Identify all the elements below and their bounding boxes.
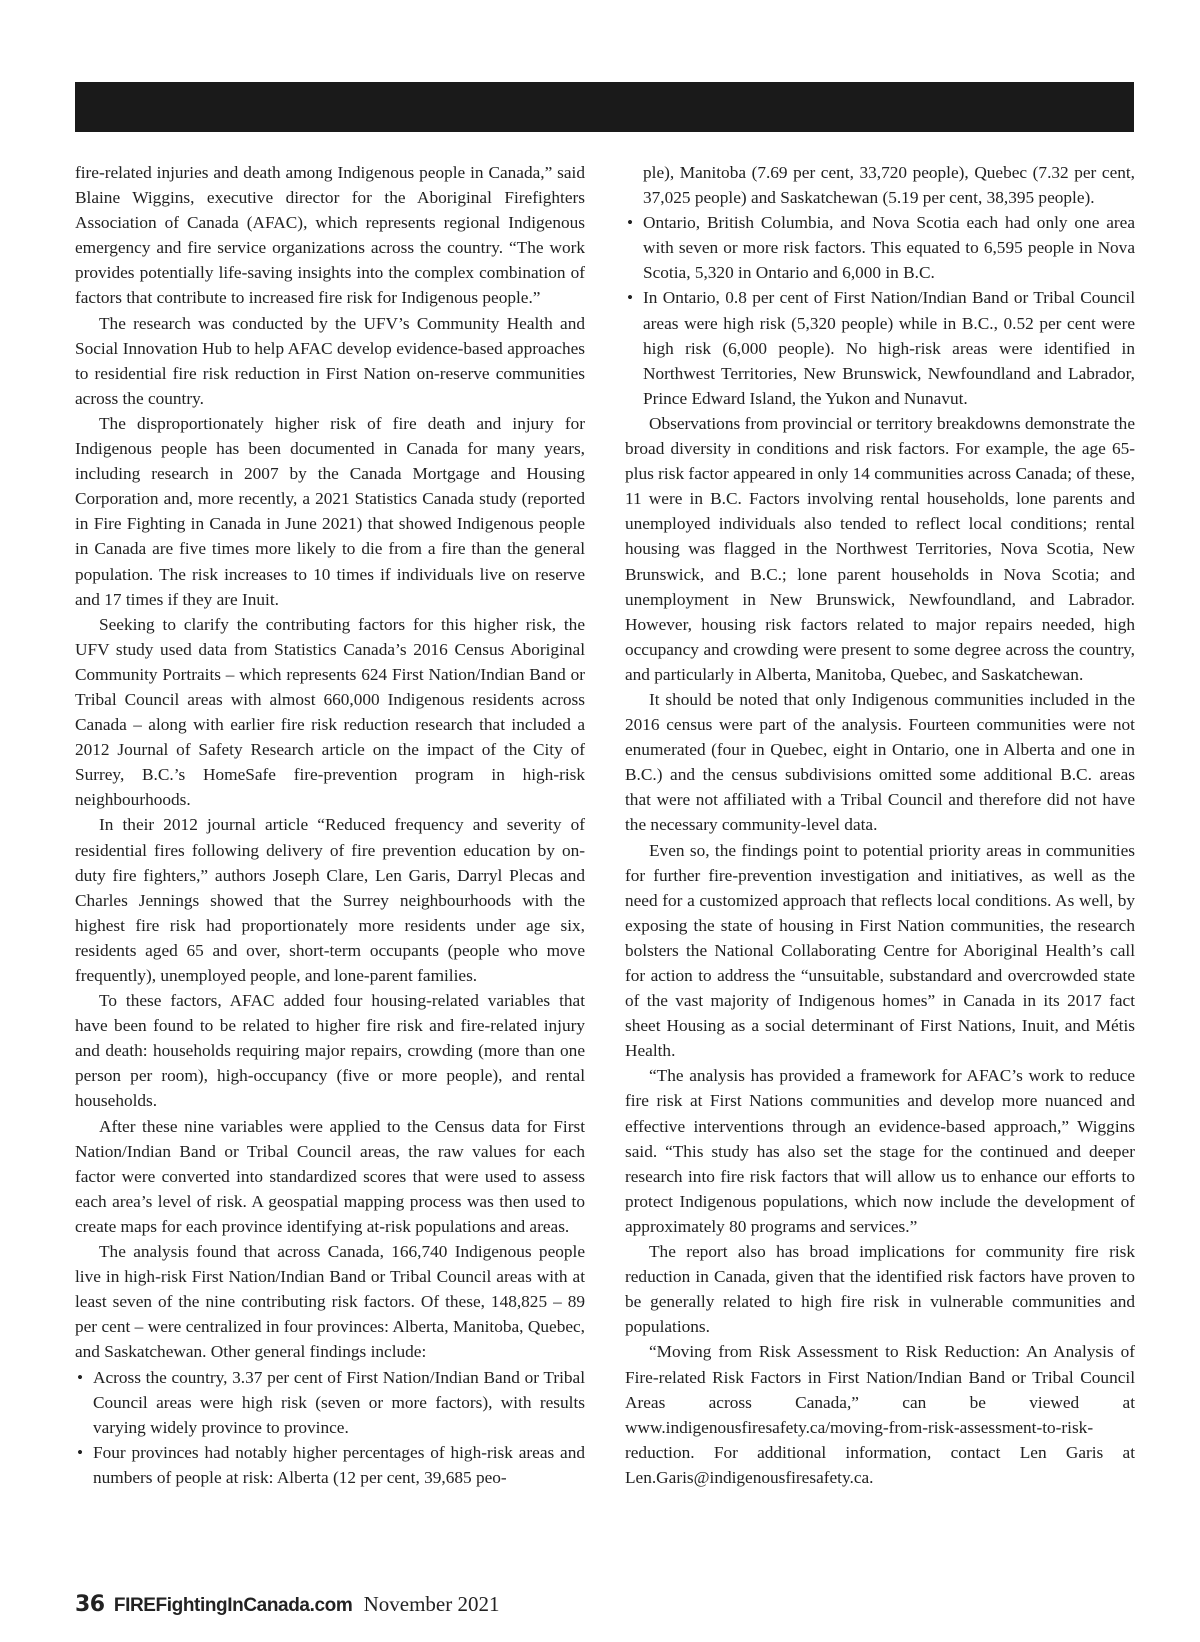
paragraph: The disproportionately higher risk of fire death and injury for Indigenous people has been documented in Canada for many years, including research in 2007 by the Canada Mortgage and Housing Corporation and, more recently, a 2021 Statistics Canada study (reported in Fire Fighting in Canada in June 2021) that showed Indigenous people in Canada are five times more likely to die from a fire than the general population. The risk increases to 10 times if individuals live on reserve and 17 times if they are Inuit.	[75, 413, 585, 609]
paragraph: fire-related injuries and death among Indigenous people in Canada,” said Blaine Wiggins, executive director for the Aboriginal Firefighters Association of Canada (AFAC), which represents regional Indigenous emergency and fire service organizations across the country. “The work provides potentially life-saving insights into the complex combination of factors that contribute to increased fire risk for Indigenous people.”	[75, 163, 585, 308]
findings-list	[75, 1365, 585, 1490]
paragraph: “Moving from Risk Assessment to Risk Reduction: An Analysis of Fire-related Risk Factors in First Nation/Indian Band or Tribal Council Areas across Canada,” can be viewed at www.indigenousfiresafety.ca/moving-from-risk-assessment-to-risk-reduction. For additional information, contact Len Garis at Len.Garis@indigenousfiresafety.ca.	[625, 1342, 1135, 1487]
list-item: • Across the country, 3.37 per cent of First Nation/Indian Band or Tribal Council areas were high risk (seven or more factors), with results varying widely province to province.	[75, 1365, 585, 1440]
paragraph: Observations from provincial or territory breakdowns demonstrate the broad diversity in conditions and risk factors. For example, the age 65-plus risk factor appeared in only 14 communities across Canada; of these, 11 were in B.C. Factors involving rental households, lone parents and unemployed individuals also tended to reflect local conditions; rental housing was flagged in the Northwest Territories, Nova Scotia, New Brunswick, and B.C.; lone parent households in Nova Scotia; and unemployment in New Brunswick, Newfoundland, and Labrador. However, housing risk factors related to major repairs needed, high occupancy and crowding were present to some degree across the country, and particularly in Alberta, Manitoba, Quebec, and Saskatchewan.	[625, 413, 1135, 684]
list-item: • Ontario, British Columbia, and Nova Scotia each had only one area with seven or more risk factors. This equated to 6,595 people in Nova Scotia, 5,320 in Ontario and 6,000 in B.C.	[625, 210, 1135, 285]
list-item-continued	[625, 160, 1135, 210]
paragraph: After these nine variables were applied to the Census data for First Nation/Indian Band or Tribal Council areas, the raw values for each factor were converted into standardized scores that were used to assess each area’s level of risk. A geospatial mapping process was then used to create maps for each province identifying at-risk populations and areas.	[75, 1116, 585, 1236]
paragraph: The research was conducted by the UFV’s Community Health and Social Innovation Hub to help AFAC develop evidence-based approaches to residential fire risk reduction in First Nation on-reserve communities across the country.	[75, 313, 585, 408]
right-column	[625, 160, 1135, 1490]
paragraph: Even so, the findings point to potential priority areas in communities for further fire-prevention investigation and initiatives, as well as the need for a customized approach that reflects local conditions. As well, by exposing the state of housing in First Nation communities, the research bolsters the National Collaborating Centre for Aboriginal Health’s call for action to address the “unsuitable, substandard and overcrowded state of the vast majority of Indigenous homes” in Canada in its 2017 fact sheet Housing as a social determinant of First Nations, Inuit, and Métis Health.	[625, 840, 1135, 1061]
site-name[interactable]: FIREFightingInCanada.com	[113, 1595, 353, 1616]
list-item: • In Ontario, 0.8 per cent of First Nation/Indian Band or Tribal Council areas were high risk (5,320 people) while in B.C., 0.52 per cent were high risk (6,000 people). No high-risk areas were identified in Northwest Territories, New Brunswick, Newfoundland and Labrador, Prince Edward Island, the Yukon and Nunavut.	[625, 285, 1135, 410]
list-item-text: ple), Manitoba (7.69 per cent, 33,720 people), Quebec (7.32 per cent, 37,025 people) and Saskatchewan (5.19 per cent, 38,395 people).	[643, 163, 1135, 208]
issue-date: November 2021	[363, 1592, 500, 1616]
paragraph: Seeking to clarify the contributing factors for this higher risk, the UFV study used data from Statistics Canada’s 2016 Census Aboriginal Community Portraits – which represents 624 First Nation/Indian Band or Tribal Council areas with almost 660,000 Indigenous residents across Canada – along with earlier fire risk reduction research that included a 2012 Journal of Safety Research article on the impact of the City of Surrey, B.C.’s HomeSafe fire-prevention program in high-risk neighbourhoods.	[75, 614, 585, 810]
paragraph: In their 2012 journal article “Reduced frequency and severity of residential fires following delivery of fire prevention education by on-duty fire fighters,” authors Joseph Clare, Len Garis, Darryl Plecas and Charles Jennings showed that the Surrey neighbourhoods with the highest fire risk had proportionately more residents under age six, residents aged 65 and over, short-term occupants (people who move frequently), unemployed people, and lone-parent families.	[75, 815, 585, 985]
page-footer	[75, 1592, 499, 1617]
header-bar	[75, 82, 1134, 132]
paragraph: “The analysis has provided a framework for AFAC’s work to reduce fire risk at First Nations communities and develop more nuanced and effective interventions through an evidence-based approach,” Wiggins said. “This study has also set the stage for the continued and deeper research into fire risk factors that will allow us to enhance our efforts to protect Indigenous populations, which now include the development of approximately 80 programs and services.”	[625, 1066, 1135, 1236]
findings-list-continued	[625, 160, 1135, 411]
paragraph: To these factors, AFAC added four housing-related variables that have been found to be related to higher fire risk and fire-related injury and death: households requiring major repairs, crowding (more than one person per room), high-occupancy (five or more people), and rental households.	[75, 991, 585, 1111]
paragraph: The analysis found that across Canada, 166,740 Indigenous people live in high-risk First Nation/Indian Band or Tribal Council areas with at least seven of the nine contributing risk factors. Of these, 148,825 – 89 per cent – were centralized in four provinces: Alberta, Manitoba, Quebec, and Saskatchewan. Other general findings include:	[75, 1242, 585, 1362]
left-column	[75, 160, 585, 1490]
paragraph: The report also has broad implications for community fire risk reduction in Canada, given that the identified risk factors have proven to be generally related to high fire risk in vulnerable communities and populations.	[625, 1242, 1135, 1337]
list-item: • Four provinces had notably higher percentages of high-risk areas and numbers of people at risk: Alberta (12 per cent, 39,685 peo-	[75, 1440, 585, 1490]
page-number: 36	[75, 1592, 105, 1617]
paragraph: It should be noted that only Indigenous communities included in the 2016 census were part of the analysis. Fourteen communities were not enumerated (four in Quebec, eight in Ontario, one in Alberta and one in B.C.) and the census subdivisions omitted some additional B.C. areas that were not affiliated with a Tribal Council and therefore did not have the necessary community-level data.	[625, 689, 1135, 835]
